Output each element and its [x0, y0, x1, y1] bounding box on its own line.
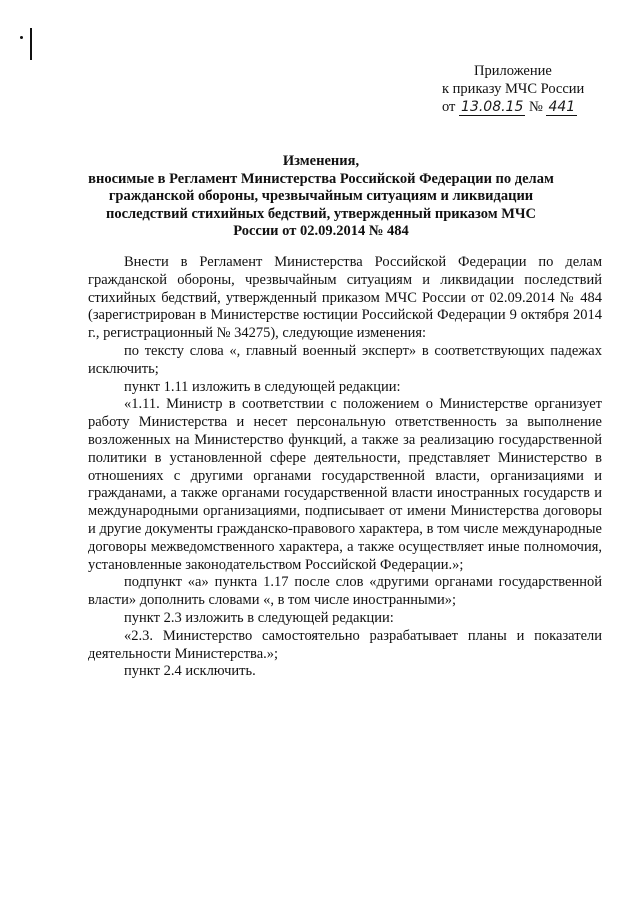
appendix-block — [442, 62, 602, 116]
body-paragraph: «1.11. Министр в соответствии с положением о Министерстве организует работу Министерства и несет персональную ответственность за выполнение возложенных на Министерство функций, а также за реализацию государственной политики в установленной сфере деятельности, представляет Министерство в отношениях с другими органами государственной власти, организациями и гражданами, а также органами государственной власти иностранных государств и международными организациями, подписывает от имени Министерства договоры и другие документы гражданско-правового характера, в том числе международные договоры межведомственного характера, а также осуществляет иные полномочия, установленные законодательством Российской Федерации.»; — [88, 396, 602, 573]
margin-bar-mark — [30, 28, 32, 60]
body-paragraph: Внести в Регламент Министерства Российской Федерации по делам гражданской обороны, чрезвычайным ситуациям и ликвидации последствий стихийных бедствий, утвержденный приказом МЧС России от 02.09.2014 № 484 (зарегистрирован в Министерстве юстиции Российской Федерации 9 октября 2014 г., регистрационный № 34275), следующие изменения: — [88, 254, 602, 342]
appendix-line-2: к приказу МЧС России — [442, 81, 585, 97]
body-paragraph: пункт 2.4 исключить. — [124, 663, 256, 680]
from-label: от — [442, 99, 456, 115]
handwritten-date: 13.08.15 — [461, 99, 524, 115]
document-body — [88, 254, 602, 681]
body-paragraph: пункт 2.3 изложить в следующей редакции: — [124, 609, 394, 626]
handwritten-number: 441 — [548, 99, 576, 115]
margin-dot-mark — [20, 36, 23, 39]
body-paragraph: подпункт «а» пункта 1.17 после слов «другими органами государственной власти» дополнить словами «, в том числе иностранными»; — [88, 574, 602, 609]
title-heading: Изменения, — [282, 153, 360, 169]
number-label: № — [529, 99, 543, 115]
body-paragraph: «2.3. Министерство самостоятельно разрабатывает планы и показатели деятельности Министерства.»; — [88, 627, 602, 662]
body-paragraph: пункт 1.11 изложить в следующей редакции: — [124, 378, 401, 395]
title-subtitle: вносимые в Регламент Министерства Российской Федерации по делам гражданской обороны, чрезвычайным ситуациям и ликвидации последствий стихийных бедствий, утвержденный приказом МЧС России от 02.09.2014 № 484 — [88, 170, 554, 239]
document-title — [88, 153, 554, 241]
body-paragraph: по тексту слова «, главный военный эксперт» в соответствующих падежах исключить; — [88, 342, 602, 377]
appendix-date-line — [442, 98, 602, 116]
appendix-line-1: Приложение — [474, 63, 552, 79]
